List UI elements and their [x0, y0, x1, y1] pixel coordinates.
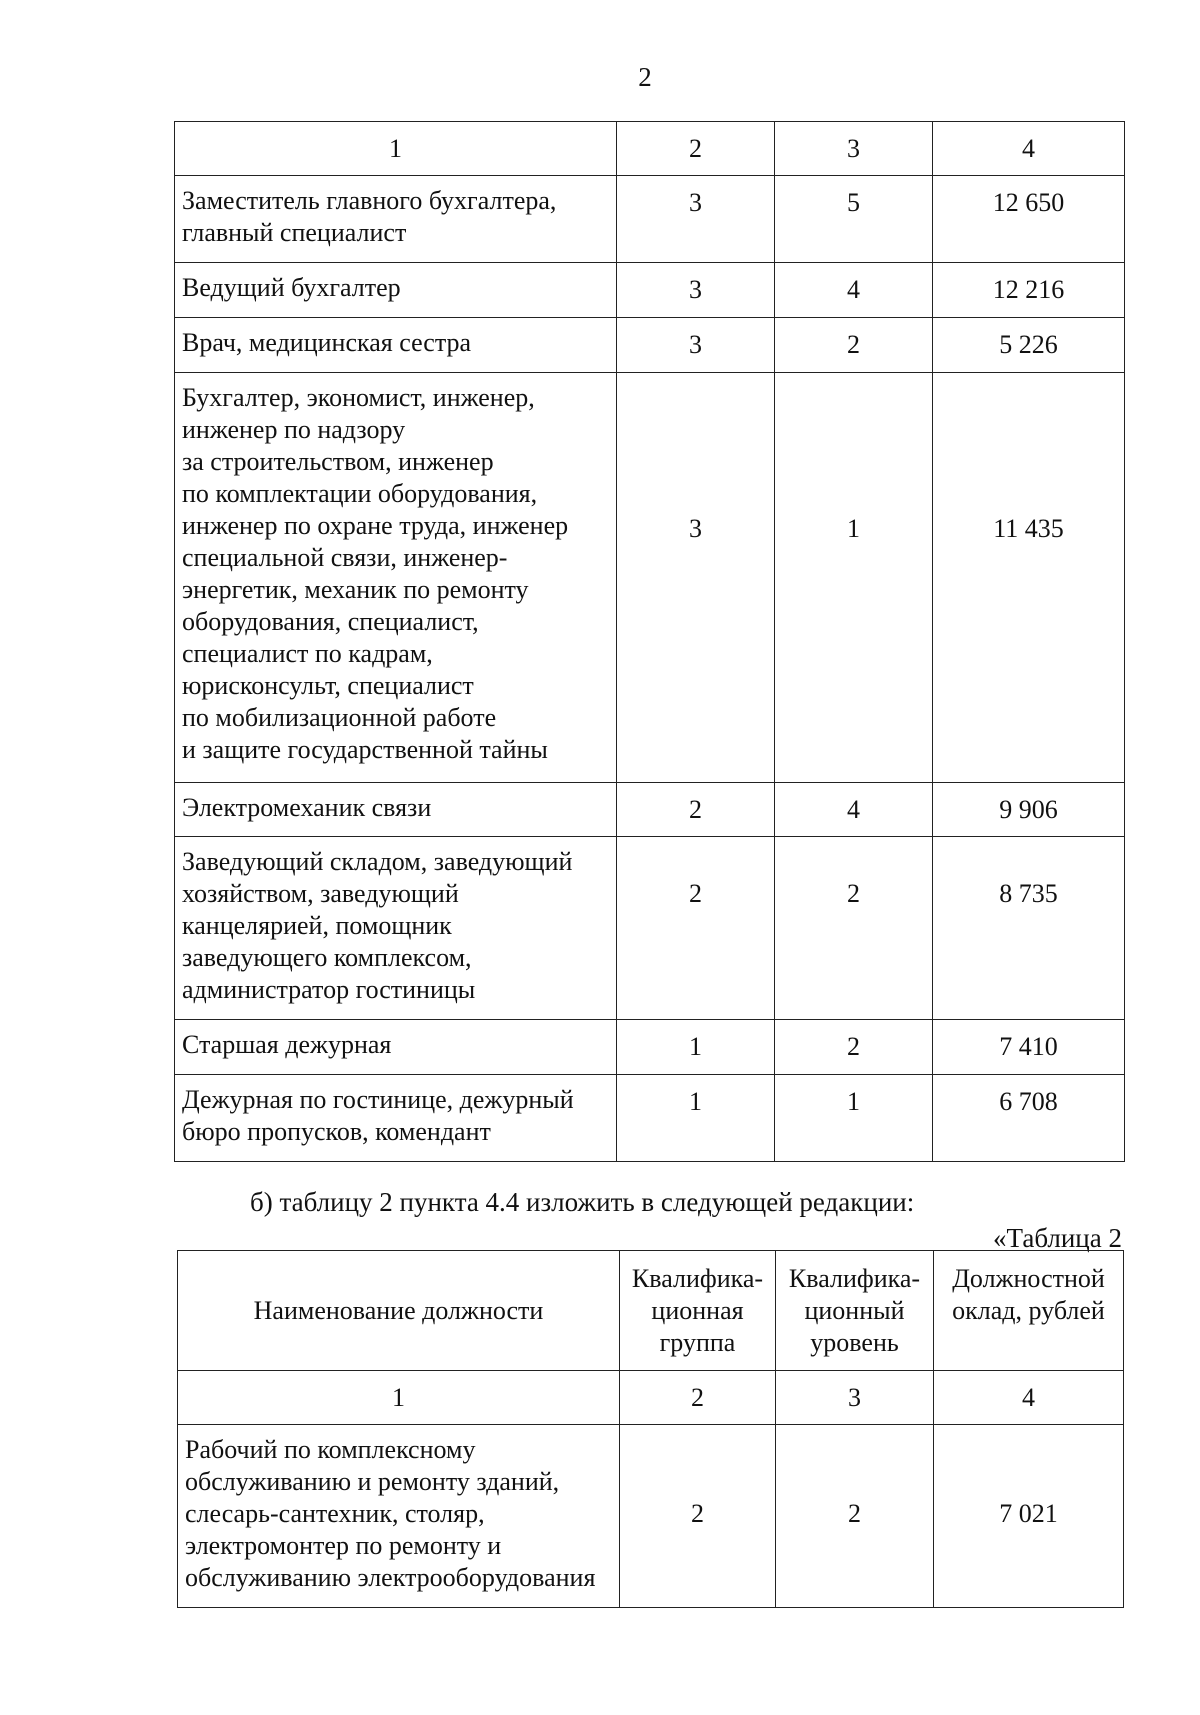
qualification-group: 2	[617, 837, 775, 1020]
position-name-line: юрисконсульт, специалист	[182, 671, 474, 700]
amendment-paragraph: б) таблицу 2 пункта 4.4 изложить в следующей редакции:	[250, 1187, 915, 1217]
header-line: оклад, рублей	[952, 1296, 1105, 1325]
position-name	[175, 263, 617, 318]
qualification-group: 3	[617, 263, 775, 318]
table-2	[177, 1250, 1124, 1608]
position-name-line: за строительством, инженер	[182, 447, 494, 476]
table-row	[175, 176, 1125, 263]
qualification-group: 1	[617, 1075, 775, 1162]
position-name-line: энергетик, механик по ремонту	[182, 575, 529, 604]
position-name-line: электромонтер по ремонту и	[185, 1531, 502, 1560]
position-name-line: инженер по охране труда, инженер	[182, 511, 569, 540]
qualification-level: 4	[775, 783, 933, 837]
table-row	[175, 1075, 1125, 1162]
position-name-line: Электромеханик связи	[182, 793, 432, 822]
header-qualification-group	[620, 1251, 776, 1371]
header-line: Должностной	[952, 1264, 1105, 1293]
header-line: ционная	[651, 1295, 744, 1325]
table-row	[175, 263, 1125, 318]
column-number-1: 1	[178, 1371, 620, 1425]
column-number-3: 3	[775, 122, 933, 176]
column-number-1: 1	[175, 122, 617, 176]
position-name-line: хозяйством, заведующий	[182, 879, 459, 908]
salary: 7 410	[933, 1020, 1125, 1075]
position-name-line: Ведущий бухгалтер	[182, 273, 401, 302]
header-line: Квалифика-	[631, 1263, 764, 1293]
salary: 6 708	[933, 1075, 1125, 1162]
position-name-line: обслуживанию электрооборудования	[185, 1563, 596, 1592]
position-name-line: Врач, медицинская сестра	[182, 328, 472, 357]
position-name-line: Бухгалтер, экономист, инженер,	[182, 383, 535, 412]
salary: 12 216	[933, 263, 1125, 318]
salary: 9 906	[933, 783, 1125, 837]
position-name	[178, 1425, 620, 1608]
position-name-line: обслуживанию и ремонту зданий,	[185, 1467, 560, 1496]
header-line: уровень	[810, 1327, 899, 1357]
position-name-line: по мобилизационной работе	[182, 703, 497, 732]
header-qualification-level	[776, 1251, 934, 1371]
position-name-line: инженер по надзору	[182, 415, 406, 444]
header-line: Квалифика-	[788, 1263, 921, 1293]
position-name-line: специальной связи, инженер-	[182, 543, 508, 572]
qualification-level: 4	[775, 263, 933, 318]
header-row	[178, 1251, 1124, 1371]
position-name	[175, 176, 617, 263]
qualification-level: 1	[775, 1075, 933, 1162]
position-name-line: канцелярией, помощник	[182, 911, 452, 940]
salary: 5 226	[933, 318, 1125, 373]
position-name-line: Заместитель главного бухгалтера,	[182, 186, 557, 215]
column-number-3: 3	[776, 1371, 934, 1425]
table-row	[178, 1425, 1124, 1608]
position-name	[175, 1020, 617, 1075]
qualification-level: 2	[775, 837, 933, 1020]
position-name-line: заведующего комплексом,	[182, 943, 472, 972]
position-name-line: по комплектации оборудования,	[182, 479, 538, 508]
staff-salary-table-continued	[174, 121, 1125, 1162]
qualification-level: 1	[775, 373, 933, 783]
table-row	[175, 318, 1125, 373]
header-salary	[934, 1251, 1124, 1371]
position-name-line: слесарь-сантехник, столяр,	[185, 1499, 485, 1528]
header-position-name: Наименование должности	[178, 1251, 620, 1371]
table-row	[175, 837, 1125, 1020]
table-caption: «Таблица 2	[993, 1223, 1122, 1253]
column-number-2: 2	[617, 122, 775, 176]
header-line: ционный	[804, 1295, 905, 1325]
column-number-row	[178, 1371, 1124, 1425]
qualification-group: 1	[617, 1020, 775, 1075]
table-row	[175, 1020, 1125, 1075]
page-number: 2	[638, 62, 652, 92]
salary: 11 435	[933, 373, 1125, 783]
position-name	[175, 783, 617, 837]
salary: 8 735	[933, 837, 1125, 1020]
salary: 12 650	[933, 176, 1125, 263]
column-number-4: 4	[934, 1371, 1124, 1425]
qualification-level: 2	[775, 318, 933, 373]
table-row	[175, 373, 1125, 783]
qualification-group: 3	[617, 176, 775, 263]
position-name	[175, 1075, 617, 1162]
position-name-line: Рабочий по комплексному	[185, 1435, 476, 1464]
column-number-row	[175, 122, 1125, 176]
position-name-line: Заведующий складом, заведующий	[182, 847, 573, 876]
position-name-line: администратор гостиницы	[182, 975, 476, 1004]
qualification-group: 2	[620, 1425, 776, 1608]
column-number-2: 2	[620, 1371, 776, 1425]
salary: 7 021	[934, 1425, 1124, 1608]
position-name	[175, 318, 617, 373]
header-line: группа	[659, 1327, 736, 1357]
qualification-group: 3	[617, 318, 775, 373]
position-name	[175, 837, 617, 1020]
column-number-4: 4	[933, 122, 1125, 176]
position-name	[175, 373, 617, 783]
qualification-level: 5	[775, 176, 933, 263]
position-name-line: специалист по кадрам,	[182, 639, 433, 668]
qualification-level: 2	[775, 1020, 933, 1075]
position-name-line: и защите государственной тайны	[182, 735, 548, 764]
qualification-group: 2	[617, 783, 775, 837]
position-name-line: оборудования, специалист,	[182, 607, 479, 636]
qualification-level: 2	[776, 1425, 934, 1608]
position-name-line: главный специалист	[182, 218, 407, 247]
qualification-group: 3	[617, 373, 775, 783]
position-name-line: бюро пропусков, комендант	[182, 1117, 491, 1146]
position-name-line: Дежурная по гостинице, дежурный	[182, 1085, 574, 1114]
position-name-line: Старшая дежурная	[182, 1030, 392, 1059]
table-row	[175, 783, 1125, 837]
